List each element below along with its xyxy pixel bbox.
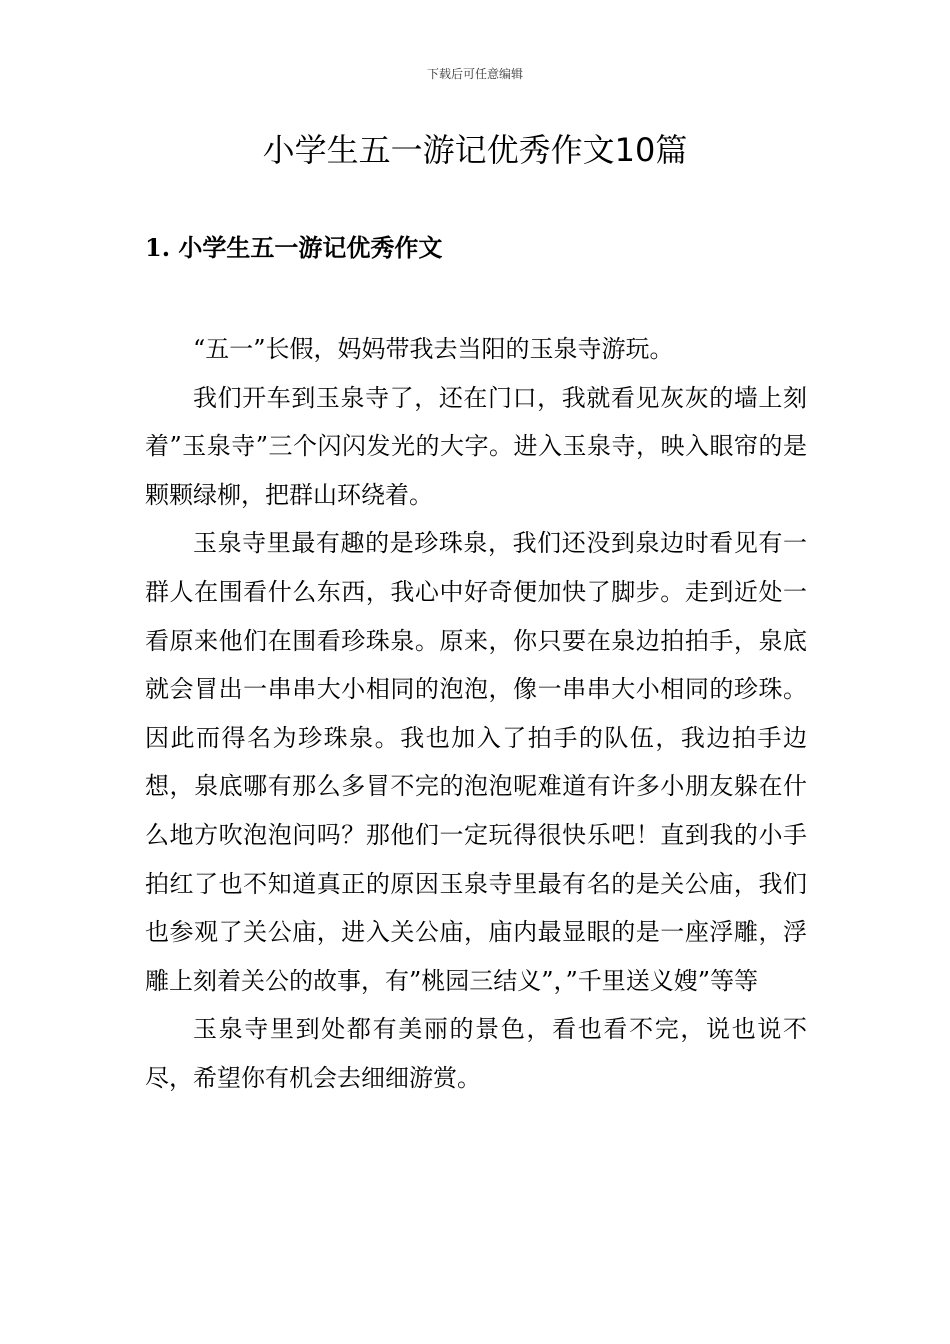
document-title: 小学生五一游记优秀作文10篇 xyxy=(262,131,688,169)
paragraph: 我们开车到玉泉寺了，还在门口，我就看见灰灰的墙上刻着”玉泉寺”三个闪闪发光的大字。进入玉泉寺，映入眼帘的是颗颗绿柳，把群山环绕着。 xyxy=(145,383,807,509)
header-watermark: 下载后可任意编辑 xyxy=(426,67,523,81)
section-heading: 1. 小学生五一游记优秀作文 xyxy=(145,233,443,262)
paragraph: 玉泉寺里到处都有美丽的景色，看也看不完，说也说不尽，希望你有机会去细细游赏。 xyxy=(145,1015,807,1092)
paragraph: 玉泉寺里最有趣的是珍珠泉，我们还没到泉边时看见有一群人在围看什么东西，我心中好奇便加快了脚步。走到近处一看原来他们在围看珍珠泉。原来，你只要在泉边拍拍手，泉底就会冒出一串串大小相同的泡泡，像一串串大小相同的珍珠。因此而得名为珍珠泉。我也加入了拍手的队伍，我边拍手边想，泉底哪有那么多冒不完的泡泡呢难道有许多小朋友躲在什么地方吹泡泡问吗？那他们一定玩得很快乐吧！直到我的小手拍红了也不知道真正的原因玉泉寺里最有名的是关公庙，我们也参观了关公庙，进入关公庙，庙内最显眼的是一座浮雕，浮雕上刻着关公的故事，有”桃园三结义”，”千里送义嫂”等等 xyxy=(145,529,807,995)
paragraph: “五一”长假，妈妈带我去当阳的玉泉寺游玩。 xyxy=(193,335,674,363)
essay-body xyxy=(145,325,807,1103)
